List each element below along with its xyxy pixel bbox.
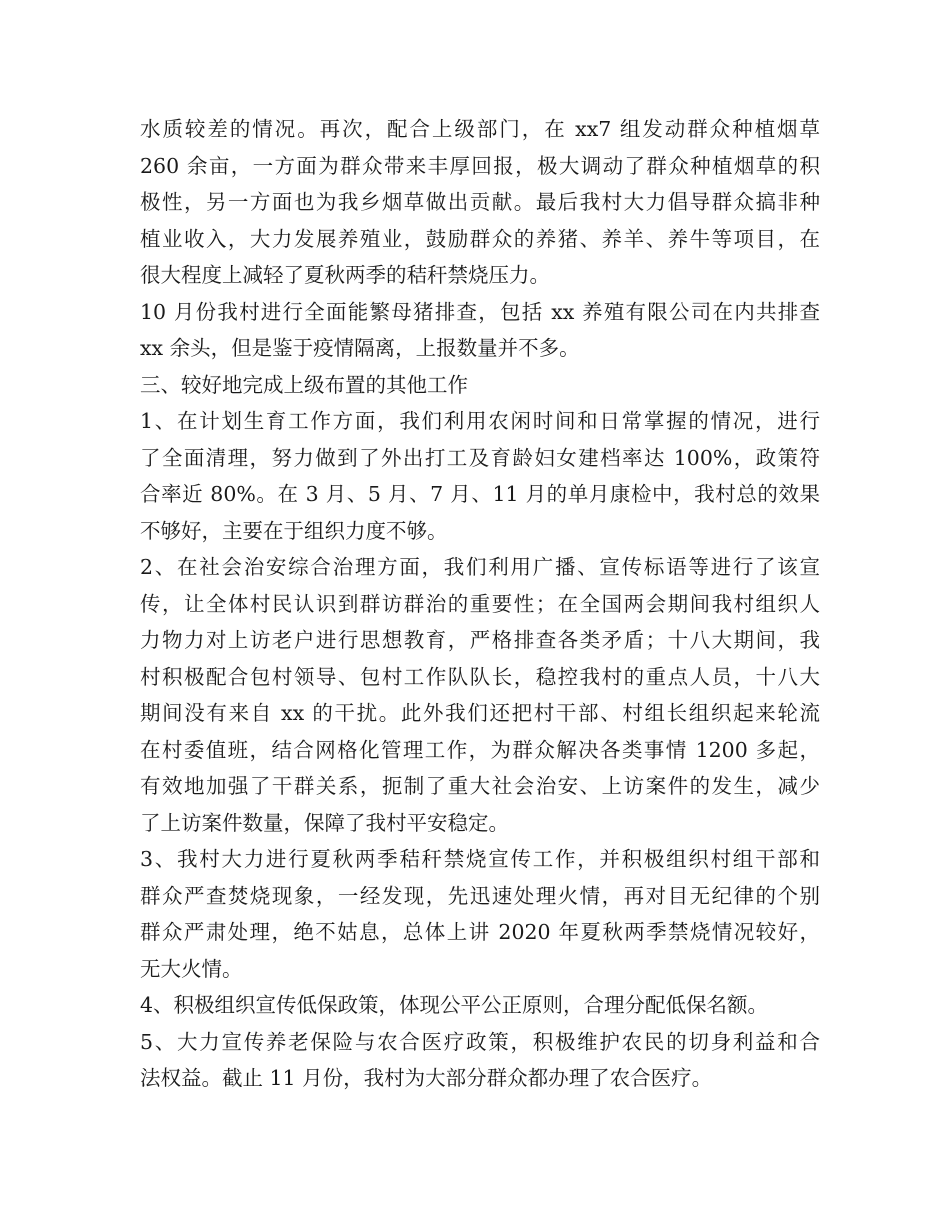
text-line: 5、大力宣传养老保险与农合医疗政策，积极维护农民的切身利益和合	[140, 1029, 820, 1054]
text-line: 在村委值班，结合网格化管理工作，为群众解决各类事情 1200 多起，	[140, 737, 820, 762]
text-line: xx 余头，但是鉴于疫情隔离，上报数量并不多。	[140, 336, 580, 360]
text-line: 1、在计划生育工作方面，我们利用农闲时间和日常掌握的情况，进行	[140, 409, 820, 433]
section-heading: 三、较好地完成上级布置的其他工作	[140, 372, 468, 397]
text-line: 合率近 80%。在 3 月、5 月、7 月、11 月的单月康检中，我村总的效果	[140, 482, 820, 506]
text-line: 群众严肃处理，绝不姑息，总体上讲 2020 年夏秋两季禁烧情况较好，	[140, 920, 820, 944]
text-line: 力物力对上访老户进行思想教育，严格排查各类矛盾；十八大期间，我	[140, 628, 820, 652]
text-line: 法权益。截止 11 月份，我村为大部分群众都办理了农合医疗。	[140, 1066, 713, 1090]
text-line: 传，让全体村民认识到群访群治的重要性；在全国两会期间我村组织人	[140, 591, 820, 616]
text-line: 3、我村大力进行夏秋两季秸秆禁烧宣传工作，并积极组织村组干部和	[140, 847, 820, 871]
text-line: 4、积极组织宣传低保政策，体现公平公正原则，合理分配低保名额。	[140, 993, 769, 1017]
text-line: 了全面清理，努力做到了外出打工及育龄妇女建档率达 100%，政策符	[140, 445, 820, 470]
text-line: 有效地加强了干群关系，扼制了重大社会治安、上访案件的发生，减少	[140, 774, 820, 798]
text-line: 10 月份我村进行全面能繁母猪排查，包括 xx 养殖有限公司在内共排查	[140, 299, 820, 324]
text-line: 2、在社会治安综合治理方面，我们利用广播、宣传标语等进行了该宣	[140, 555, 820, 579]
text-line: 极性，另一方面也为我乡烟草做出贡献。最后我村大力倡导群众搞非种	[140, 190, 820, 214]
text-line: 不够好，主要在于组织力度不够。	[140, 518, 448, 543]
text-line: 很大程度上减轻了夏秋两季的秸秆禁烧压力。	[140, 263, 550, 287]
text-line: 群众严查焚烧现象，一经发现，先迅速处理火情，再对目无纪律的个别	[140, 883, 820, 908]
text-line: 了上访案件数量，保障了我村平安稳定。	[140, 810, 509, 835]
text-line: 期间没有来自 xx 的干扰。此外我们还把村干部、村组长组织起来轮流	[140, 701, 820, 725]
text-line: 植业收入，大力发展养殖业，鼓励群众的养猪、养羊、养牛等项目，在	[140, 226, 820, 251]
text-line: 无大火情。	[140, 956, 243, 981]
text-line: 村积极配合包村领导、包村工作队队长，稳控我村的重点人员，十八大	[140, 664, 820, 689]
text-line: 260 余亩，一方面为群众带来丰厚回报，极大调动了群众种植烟草的积	[140, 153, 820, 178]
text-line: 水质较差的情况。再次，配合上级部门，在 xx7 组发动群众种植烟草	[140, 117, 820, 141]
document-body	[140, 111, 820, 1097]
